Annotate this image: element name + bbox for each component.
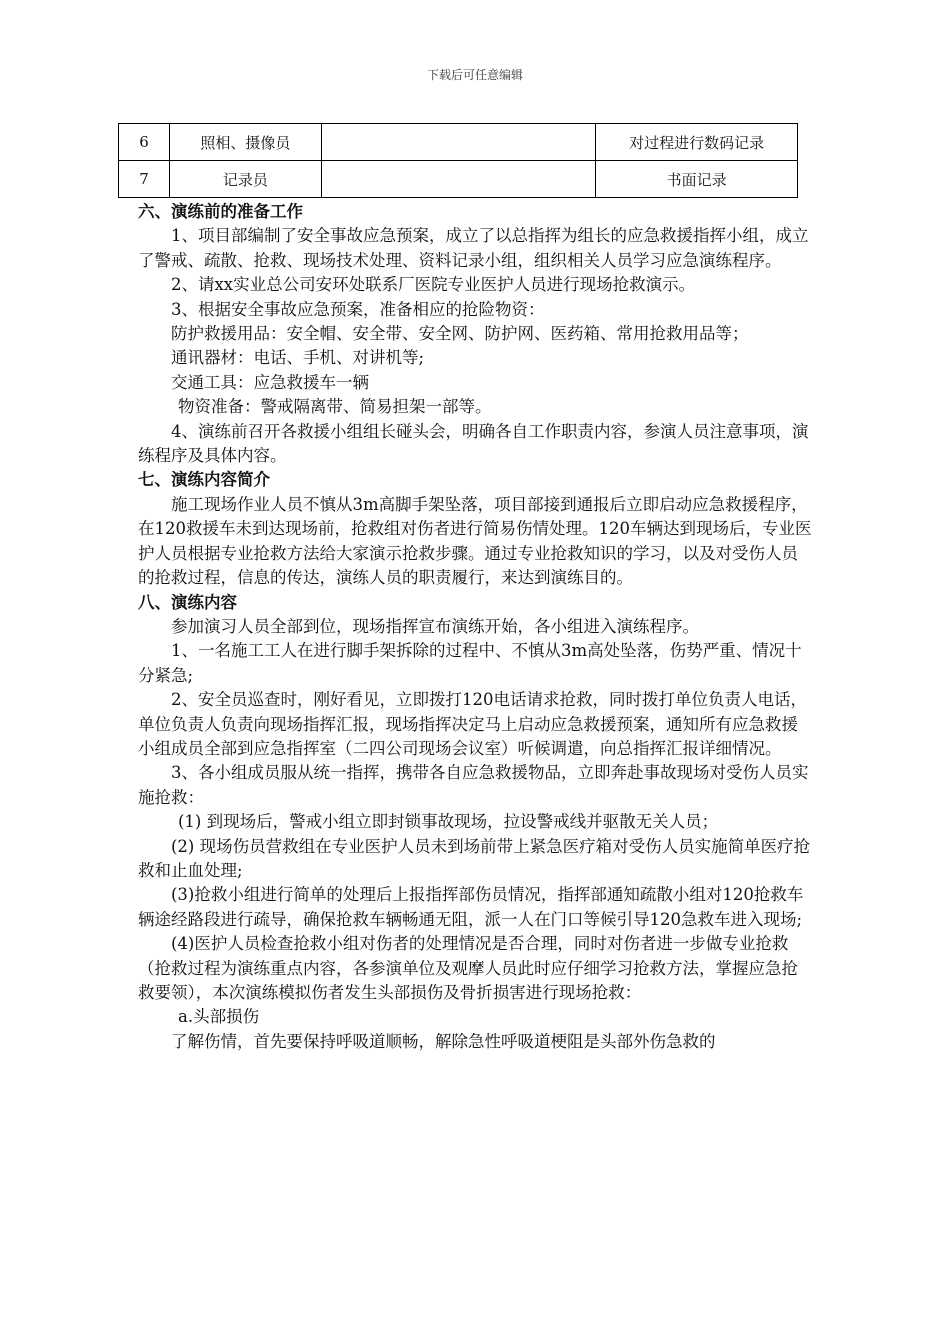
paragraph: (2) 现场伤员营救组在专业医护人员未到场前带上紧急医疗箱对受伤人员实施简单医疗抢救和止血处理; [138,836,811,880]
roles-table [118,123,798,198]
section-heading: 八、演练内容 [138,592,237,612]
table-row [119,124,798,161]
paragraph: 2、请xx实业总公司安环处联系厂医院专业医护人员进行现场抢救演示。 [171,275,696,295]
row-number: 7 [119,161,170,198]
duty-cell: 书面记录 [596,161,798,198]
paragraph: 防护救援用品：安全帽、安全带、安全网、防护网、医药箱、常用抢救用品等； [171,324,749,344]
role-name: 照相、摄像员 [169,124,321,161]
paragraph: 通讯器材：电话、手机、对讲机等; [171,348,425,368]
paragraph: 4、演练前召开各救援小组组长碰头会，明确各自工作职责内容，参演人员注意事项，演练程序及具体内容。 [138,421,809,466]
paragraph: 2、安全员巡查时，刚好看见，立即拨打120电话请求抢救，同时拨打单位负责人电话，单位负责人负责向现场指挥汇报，现场指挥决定马上启动应急救援预案，通知所有应急救援小组成员全部到应急指挥室（二四公司现场会议室）听候调遣，向总指挥汇报详细情况。 [138,690,807,758]
person-cell [321,124,596,161]
paragraph: (1) 到现场后，警戒小组立即封锁事故现场，拉设警戒线并驱散无关人员； [178,812,719,832]
paragraph: (3)抢救小组进行简单的处理后上报指挥部伤员情况，指挥部通知疏散小组对120抢救车辆途经路段进行疏导，确保抢救车辆畅通无阻，派一人在门口等候引导120急救车进入现场; [138,885,804,929]
document-body [138,200,814,1054]
paragraph: 了解伤情，首先要保持呼吸道顺畅，解除急性呼吸道梗阻是头部外伤急救的 [171,1031,716,1051]
paragraph: 物资准备：警戒隔离带、简易担架一部等。 [178,397,492,417]
section-heading: 六、演练前的准备工作 [138,202,303,221]
paragraph: 参加演习人员全部到位，现场指挥宣布演练开始，各小组进入演练程序。 [171,616,699,636]
row-number: 6 [119,124,170,161]
table-row [119,161,798,198]
page-header: 下载后可任意编辑 [426,68,523,82]
paragraph: 施工现场作业人员不慎从3m高脚手架坠落，项目部接到通报后立即启动应急救援程序，在120救援车未到达现场前，抢救组对伤者进行简易伤情处理。120车辆达到现场后，专业医护人员根据专业抢救方法给大家演示抢救步骤。通过专业抢救知识的学习，以及对受伤人员的抢救过程，信息的传达，演练人员的职责履行，来达到演练目的。 [138,494,812,588]
paragraph: 交通工具：应急救援车一辆 [171,372,369,392]
person-cell [321,161,596,198]
paragraph: a.头部损伤 [178,1007,260,1027]
section-heading: 七、演练内容简介 [138,470,270,490]
role-name: 记录员 [169,161,321,198]
paragraph: 1、项目部编制了安全事故应急预案，成立了以总指挥为组长的应急救援指挥小组，成立了警戒、疏散、抢救、现场技术处理、资料记录小组，组织相关人员学习应急演练程序。 [138,226,809,270]
paragraph: 3、根据安全事故应急预案，准备相应的抢险物资： [171,299,545,319]
paragraph: 3、各小组成员服从统一指挥，携带各自应急救援物品，立即奔赴事故现场对受伤人员实施抢救： [138,763,809,807]
paragraph: 1、一名施工工人在进行脚手架拆除的过程中、不慎从3m高处坠落，伤势严重、情况十分紧急; [138,641,802,685]
duty-cell: 对过程进行数码记录 [596,124,798,161]
paragraph: (4)医护人员检查抢救小组对伤者的处理情况是否合理，同时对伤者进一步做专业抢救（抢救过程为演练重点内容，各参演单位及观摩人员此时应仔细学习抢救方法，掌握应急抢救要领），本次演练模拟伤者发生头部损伤及骨折损害进行现场抢救： [138,934,798,1002]
